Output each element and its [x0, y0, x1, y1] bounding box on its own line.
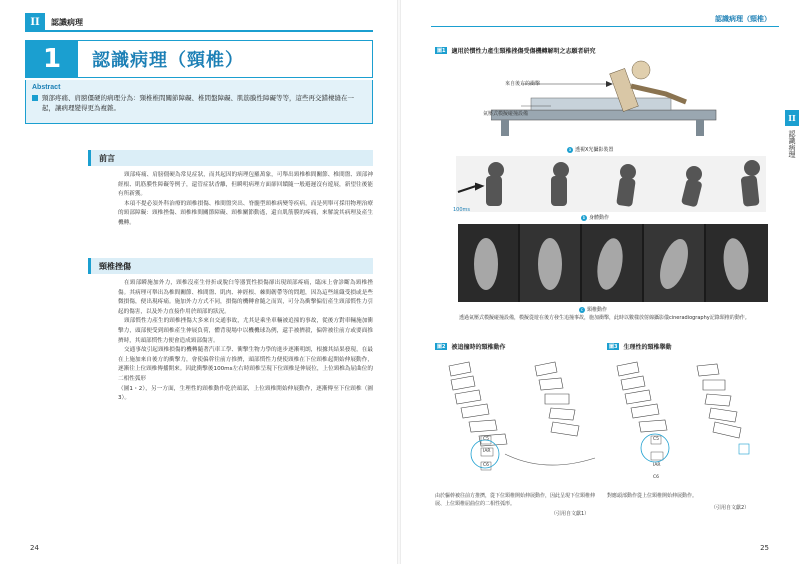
- body-motion-figures: [456, 156, 766, 212]
- figure1-sub-b-text: 身體動作: [589, 215, 610, 221]
- figure3-title: [607, 342, 672, 351]
- circle-b-icon: b: [582, 214, 586, 220]
- section-heading-intro: 前言: [88, 150, 373, 166]
- paragraph: 交通事故引起頸椎損傷的機轉隨著汽車工學、衝擊生物力學的進步逐漸明朗，根據其結果發現，在最在上施加來自後方的衝擊力，會使偏幹往前方推擠，頭部慣性力便使頸椎在下位頸椎起開始伸展動作，逐漸往上位頸椎傳播開來。因此衝擊後100ms左右時頸椎呈現下位頸椎是伸展位，上位頸椎為屈曲位的二相性弧形: [118, 347, 373, 382]
- figure3-tag: 圖3: [609, 344, 618, 350]
- paragraph: 在頸部瞬施加外力，頸椎沒產生骨折或脫臼等器質性損傷卻出現頸部疼痛，臨床上會診斷為頸椎挫傷。其病理可舉出為椎間關節、椎間盤、肌肉、神經根、棘間韌帶等的問題，因為這些組織受損或是些微損傷，便出現疼痛。施加外力方式不同，損傷的機轉會隨之而異，可分為衝擊偏衍產生頸部慣性力引起的傷害，以及外力直接作用於頸部的狀況。: [118, 280, 373, 315]
- figure3-label-c6: C6: [653, 475, 660, 480]
- cineradiography-frames: [458, 224, 768, 302]
- figure1-tag: 圖1: [437, 48, 446, 54]
- chapter-bar: [25, 14, 373, 32]
- figure2-title: [435, 342, 506, 351]
- abstract-label: Abstract: [32, 84, 61, 91]
- square-bullet-icon: [32, 95, 38, 101]
- paragraph: （圖1・2），另一方面，生理性的頸椎動作乾於頭部，上位頸椎開始伸展動作，逐漸傳至下位頸椎（圖3）。: [118, 385, 373, 402]
- figure3-caption: 對應頭部動作從上位頸椎開始伸展動作。: [607, 493, 698, 499]
- circle-c-icon: c: [580, 306, 584, 312]
- abstract-body: 頸部疼痛、肩膀僵硬的病理分為：頸椎椎間關節障礙、椎間盤障礙、肌筋膜性障礙等等，這些再交錯棲縫在一起，讓病理變得更為複雜。: [42, 94, 354, 112]
- figure2-source: （引用自文獻1）: [551, 511, 590, 517]
- figure2-label-c5: C5: [483, 437, 490, 442]
- label-impact: 來自後方的衝擊: [505, 81, 541, 87]
- side-tab: [785, 110, 799, 182]
- figure2-diagram: [435, 354, 603, 489]
- left-page: [0, 0, 398, 564]
- figure1-sub-a: [567, 146, 613, 153]
- side-tab-label: 認識病理: [788, 130, 796, 158]
- right-page: [401, 0, 799, 564]
- figure2-label-c6: C6: [483, 463, 490, 468]
- paragraph: 頸部慣性力產生的頸椎挫傷大多來自交通事故，尤其是乘坐車輛被追撞的事故，從後方對車輛施加衝擊力，頭部便受到頸椎產生伸展負荷，體背現場中以機機球為例，還手被擠殺，偏幹被往前方或要面推擠時，其頭部慣性力便會造成頸部傷害。: [118, 318, 373, 344]
- figure1-sub-c-text: 頸椎動作: [587, 307, 608, 313]
- page-number: 24: [30, 544, 39, 552]
- section-body-intro: [118, 171, 373, 229]
- chapter-title: 認識病理: [51, 17, 83, 27]
- page-number: 25: [760, 544, 769, 552]
- figure3-label-iar: IAR: [653, 463, 661, 468]
- figure1-caption: 透過氣壓式模擬碰撞設備，模擬從遊在後方發生追撞事故，施加衝擊，此時以數樣放射線攝影儀cineradiography記錄頸椎的動作。: [459, 315, 750, 321]
- figure2-title-text: 被追撞時的頸椎動作: [451, 344, 506, 351]
- xray-frames: [458, 224, 768, 302]
- heading-box: [25, 40, 373, 78]
- abstract-box: [25, 80, 373, 124]
- body-motion-photos: [456, 156, 766, 212]
- section-body-whiplash: [118, 279, 373, 404]
- figure1-title: [435, 46, 596, 55]
- figure1-sub-a-text: 透視X光攝影裝置: [575, 147, 614, 153]
- figure3-diagram: [607, 354, 767, 489]
- chapter-number: II: [25, 13, 45, 31]
- figure1-title-text: 適用於慣性力產生頸椎挫傷受傷機轉解明之志願者研究: [451, 48, 596, 55]
- paragraph: 頸部疼痛、肩膀僵硬為常見症狀，而其起因的病理包羅萬象，可舉出頸椎椎間關節、椎間盤、頸部神經根、肌筋膜性障礙等例子，還管症狀香離，但瞬明病理方面卻回饋隨一般避遲沒有遊展，新望往後能有所新獲。: [118, 172, 373, 198]
- section-heading-whiplash: 頸椎挫傷: [88, 258, 373, 274]
- circle-a-icon: a: [568, 146, 572, 152]
- figure3-label-c5: C5: [653, 437, 660, 442]
- abstract-text: [32, 93, 366, 113]
- running-head: 認識病理（頸椎）: [715, 15, 771, 23]
- label-sled: 氣壓式模擬碰撞設備: [483, 111, 529, 117]
- paragraph: 本項不提必須外科治療的頸椎損傷、椎間盤突出、脊髓型頸椎病變等疾病，而是列舉可採用物理治療的頸部障礙：頸椎挫傷、頸椎椎間關節障礙、頸椎關節動遙，還自肌筋膜的疼痛，來解說其病理及產生機轉。: [118, 200, 373, 226]
- label-time: 100ms: [453, 207, 471, 213]
- figure3-title-text: 生理性的頸椎擧動: [623, 344, 672, 351]
- heading-title: 認識病理（頸椎）: [92, 50, 244, 71]
- figure3-source: （引用自文獻2）: [711, 505, 750, 511]
- figure1-sub-b: [581, 214, 609, 221]
- header-rule: [431, 26, 779, 27]
- side-tab-number: II: [785, 110, 799, 126]
- figure2-caption: 由於軀幹被往前方推擠，從下位頸椎開始伸展動作，因此呈現下位頸椎伸展、上位頸椎屈曲位的二相性弧形。: [435, 493, 596, 507]
- figure1-sub-c: [579, 306, 607, 313]
- figure2-label-iar: IAR: [483, 449, 491, 454]
- heading-number: 1: [26, 41, 78, 77]
- sled-illustration: [491, 58, 721, 140]
- figure2-tag: 圖2: [437, 344, 446, 350]
